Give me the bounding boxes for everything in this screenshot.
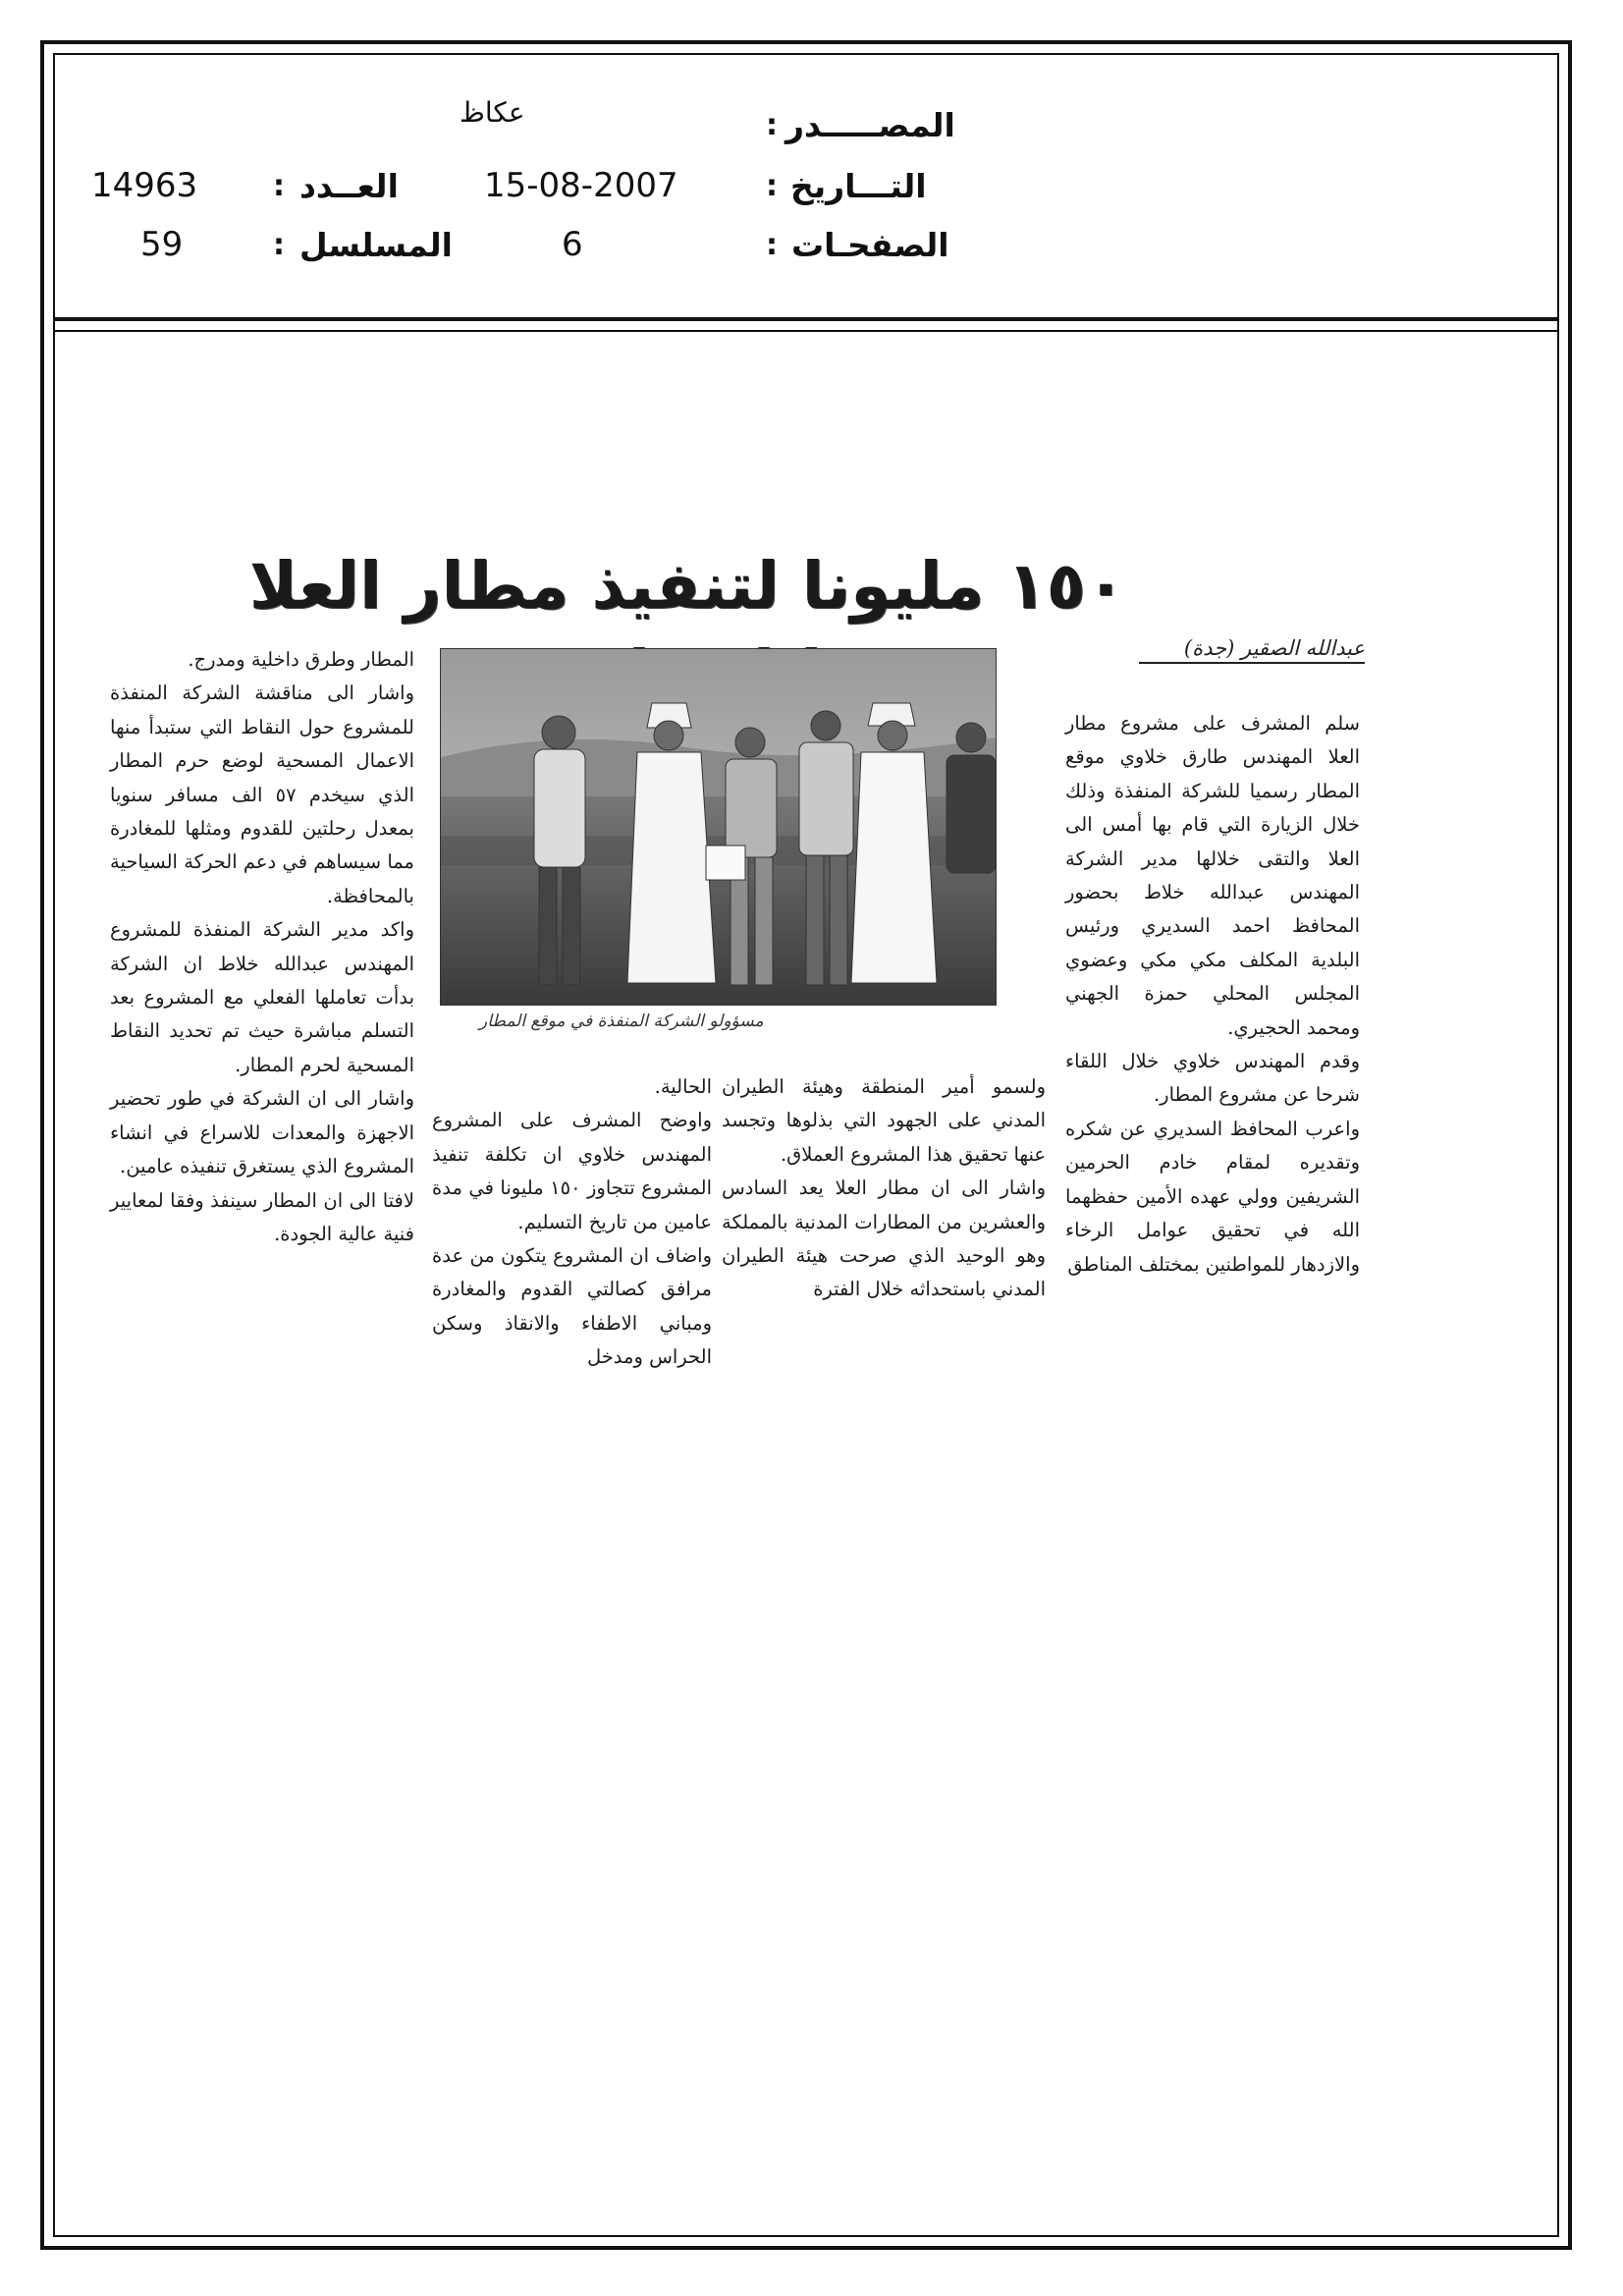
issue-value: 14963 <box>91 166 198 205</box>
paragraph: واشار الى ان الشركة في طور تحضير الاجهزة والمعدات للاسراع في انشاء المشروع الذي يستغرق تنفيذه عامين. <box>110 1087 414 1178</box>
pages-label: الصفحـات <box>791 226 949 264</box>
date-colon: : <box>766 169 778 203</box>
paragraph: واشار الى ان مطار العلا يعد السادس والعشرين من المطارات المدنية بالمملكة وهو الوحيد الذي صرحت هيئة الطيران المدني باستحداثه خلال الفترة <box>722 1176 1046 1301</box>
paragraph: واضاف ان المشروع يتكون من عدة مرافق كصالتي القدوم والمغادرة ومباني الاطفاء والانقاذ وسكن الحراس ومدخل <box>432 1244 712 1369</box>
paragraph: الحالية. <box>654 1075 712 1098</box>
source-value: عكاظ <box>460 96 525 129</box>
paragraph: سلم المشرف على مشروع مطار العلا المهندس طارق خلاوي موقع المطار رسميا للشركة المنفذة وذلك خلال الزيارة التي قام بها أمس الى العلا والتقى خلالها مدير الشركة المهندس عبدالله خلاط بحضور المحافظ احمد السديري ورئيس البلدية المكلف مكي مكي وعضوي المجلس المحلي حمزة الجهني ومحمد الحجيري. <box>1065 712 1360 1039</box>
pages-colon: : <box>766 228 778 262</box>
source-label: المصـــــدر <box>785 106 955 144</box>
paragraph: واكد مدير الشركة المنفذة للمشروع المهندس عبدالله خلاط ان الشركة بدأت تعاملها الفعلي مع المشروع بعد التسلم مباشرة حيث تم تحديد النقاط المسحية لحرم المطار. <box>110 918 414 1076</box>
photo-caption: مسؤولو الشركة المنفذة في موقع المطار <box>479 1011 764 1031</box>
issue-colon: : <box>273 169 285 203</box>
article-headline: ١٥٠ مليونا لتنفيذ مطار العلا <box>248 548 1126 624</box>
header-divider-thin <box>53 330 1559 332</box>
pages-value: 6 <box>562 225 583 264</box>
paragraph: لافتا الى ان المطار سينفذ وفقا لمعايير فنية عالية الجودة. <box>110 1188 414 1245</box>
issue-label: العــدد <box>299 167 399 205</box>
article-column-3 <box>432 1070 712 1375</box>
date-label: التـــاريخ <box>790 167 927 205</box>
header-divider <box>53 317 1559 321</box>
paragraph: المطار وطرق داخلية ومدرج. <box>188 648 414 671</box>
paragraph: واوضح المشرف على المشروع المهندس خلاوي ان تكلفة تنفيذ المشروع تتجاوز ١٥٠ مليونا في مدة عامين من تاريخ التسليم. <box>432 1109 713 1233</box>
photo-scene <box>441 649 996 1005</box>
article-photo <box>440 648 997 1006</box>
serial-colon: : <box>273 228 285 262</box>
article-column-4 <box>110 643 414 1251</box>
article-column-1 <box>1065 707 1360 1282</box>
source-colon: : <box>766 108 778 142</box>
serial-label: المسلسل <box>299 226 453 264</box>
serial-value: 59 <box>140 225 184 264</box>
article-column-2 <box>722 1070 1046 1307</box>
date-value: 15-08-2007 <box>484 166 678 205</box>
paragraph: واعرب المحافظ السديري عن شكره وتقديره لمقام خادم الحرمين الشريفين وولي عهده الأمين حفظهما الله في تحقيق عوامل الرخاء والازدهار للمواطنين بمختلف المناطق <box>1065 1117 1360 1276</box>
paragraph: وقدم المهندس خلاوي خلال اللقاء شرحا عن مشروع المطار. <box>1065 1050 1360 1107</box>
paragraph: ولسمو أمير المنطقة وهيئة الطيران المدني على الجهود التي بذلوها وتجسد عنها تحقيق هذا المشروع العملاق. <box>722 1075 1046 1166</box>
article-byline: عبدالله الصقير (جدة) <box>1139 636 1365 664</box>
paragraph: واشار الى مناقشة الشركة المنفذة للمشروع حول النقاط التي ستبدأ منها الاعمال المسحية لوضع حرم المطار الذي سيخدم ٥٧ الف مسافر سنويا بمعدل رحلتين للقدوم ومثلها للمغادرة مما سيساهم في دعم الحركة السياحية بالمحافظة. <box>110 682 414 907</box>
